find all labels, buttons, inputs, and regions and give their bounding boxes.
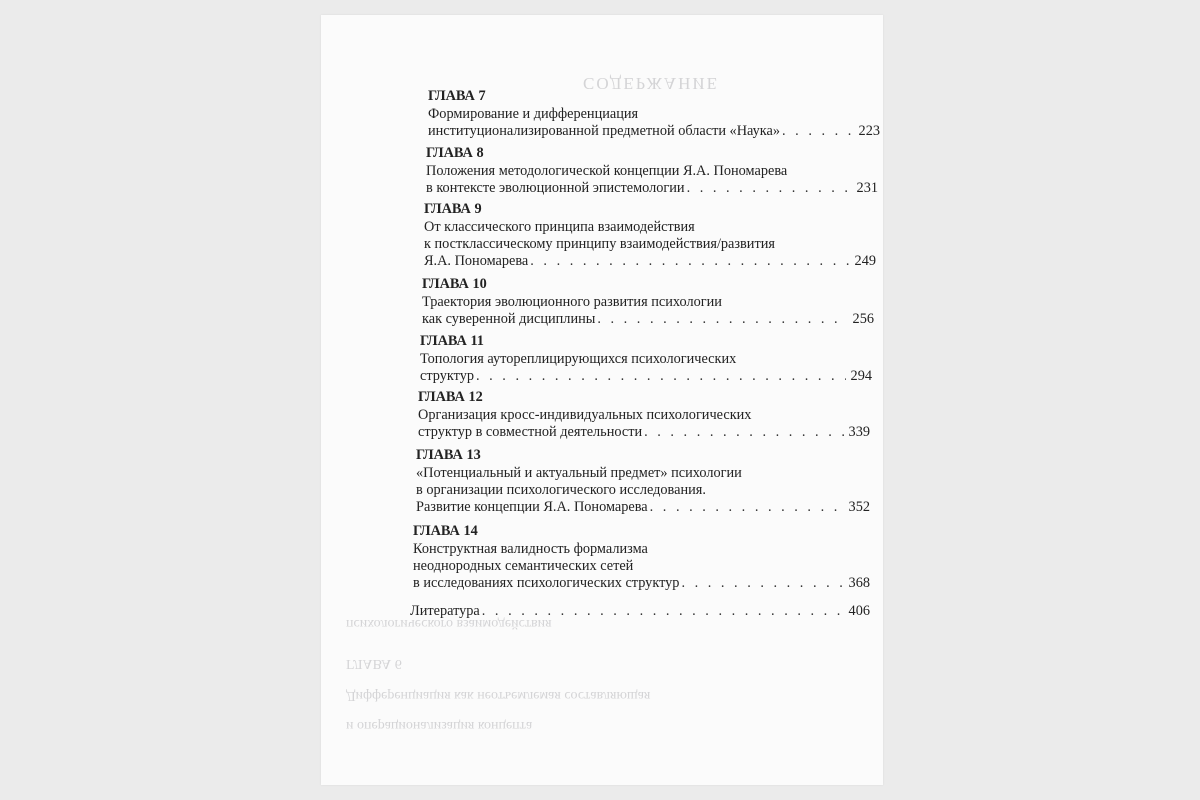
chapter-title-line: «Потенциальный и актуальный предмет» психологии: [416, 465, 742, 481]
chapter-title-line: институционализированной предметной области «Наука»: [428, 123, 781, 139]
chapter-title-line: в исследованиях психологических структур: [413, 575, 680, 591]
page-number: 256: [852, 311, 874, 327]
dot-leader: [687, 180, 852, 197]
dot-leader: [530, 253, 850, 270]
dot-leader: [681, 575, 844, 592]
page-number: 231: [856, 180, 878, 196]
chapter-title-last-line: [422, 311, 874, 328]
chapter-title-line: неоднородных семантических сетей: [413, 558, 634, 574]
chapter-title-line: Траектория эволюционного развития психологии: [422, 294, 722, 310]
chapter-label: ГЛАВА 9: [424, 201, 482, 217]
show-through-text: ГЛАВА 6: [346, 656, 402, 671]
chapter-label: ГЛАВА 12: [418, 389, 483, 405]
dot-leader: [644, 424, 844, 441]
show-through-text: и операционализация концепта: [346, 718, 533, 733]
literature-label: Литература: [410, 603, 480, 619]
toc-entry-chapter-10[interactable]: [422, 276, 874, 328]
dot-leader: [782, 123, 854, 140]
chapter-label: ГЛАВА 10: [422, 276, 487, 292]
chapter-label: ГЛАВА 11: [420, 333, 484, 349]
chapter-title-last-line: [416, 499, 870, 516]
chapter-title-last-line: [413, 575, 870, 592]
chapter-title-line: структур в совместной деятельности: [418, 424, 643, 440]
toc-entry-chapter-8[interactable]: [426, 145, 878, 197]
chapter-title-line: Конструктная валидность формализма: [413, 541, 648, 557]
chapter-label: ГЛАВА 14: [413, 523, 478, 539]
page-number: 352: [848, 499, 870, 515]
page-number: 249: [854, 253, 876, 269]
chapter-label: ГЛАВА 13: [416, 447, 481, 463]
show-through-text: психологического взаимодействия: [346, 616, 552, 631]
chapter-title-last-line: [418, 424, 870, 441]
show-through-heading: СОДЕРЖАНИЕ: [583, 74, 720, 93]
chapter-title-last-line: [428, 123, 880, 140]
chapter-title-line: Формирование и дифференциация: [428, 106, 639, 122]
dot-leader: [650, 499, 844, 516]
chapter-title-last-line: [426, 180, 878, 197]
toc-entry-chapter-9[interactable]: [424, 201, 876, 270]
chapter-title-line: Положения методологической концепции Я.А. Пономарева: [426, 163, 788, 179]
chapter-title-line: к постклассическому принципу взаимодействия/развития: [424, 236, 775, 252]
page-number: 294: [850, 368, 872, 384]
chapter-title-last-line: [420, 368, 872, 385]
dot-leader: [476, 368, 846, 385]
dot-leader: [597, 311, 848, 328]
toc-entry-chapter-7[interactable]: [428, 88, 880, 140]
toc-entry-chapter-14[interactable]: [413, 523, 870, 592]
toc-entry-chapter-13[interactable]: [416, 447, 870, 516]
toc-entry-literature[interactable]: [410, 603, 870, 620]
table-of-contents: [321, 15, 883, 785]
chapter-title-line: в организации психологического исследования.: [416, 482, 706, 498]
chapter-title-line: Развитие концепции Я.А. Пономарева: [416, 499, 648, 515]
chapter-title-line: От классического принципа взаимодействия: [424, 219, 695, 235]
chapter-title-line: Я.А. Пономарева: [424, 253, 529, 269]
toc-entry-chapter-12[interactable]: [418, 389, 870, 441]
chapter-title-last-line: [424, 253, 876, 270]
chapter-title-line: в контексте эволюционной эпистемологии: [426, 180, 685, 196]
dot-leader: [482, 603, 844, 620]
chapter-title-line: Топология аутореплицирующихся психологических: [420, 351, 737, 367]
chapter-title-line: как суверенной дисциплины: [422, 311, 596, 327]
chapter-label: ГЛАВА 8: [426, 145, 484, 161]
toc-entry-chapter-11[interactable]: [420, 333, 872, 385]
book-page: [321, 15, 883, 785]
chapter-title-line: Организация кросс-индивидуальных психологических: [418, 407, 752, 423]
chapter-title-line: структур: [420, 368, 474, 384]
page-number: 406: [848, 603, 870, 619]
literature-line: [410, 603, 870, 620]
page-number: 223: [858, 123, 880, 139]
chapter-label: ГЛАВА 7: [428, 88, 486, 104]
show-through-text: Дифференциация как неотъемлемая составляющая: [346, 688, 651, 703]
page-number: 368: [848, 575, 870, 591]
page-number: 339: [848, 424, 870, 440]
